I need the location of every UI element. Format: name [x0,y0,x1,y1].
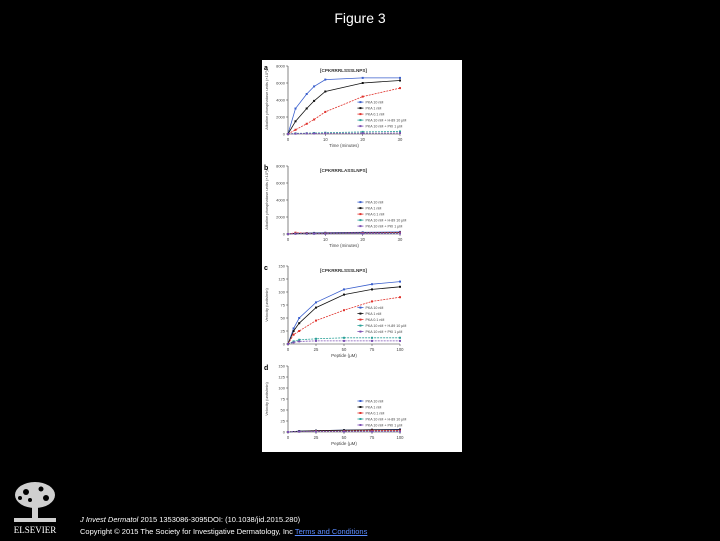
data-point [306,133,308,135]
legend-label: PKA 10 nM [365,100,383,104]
legend-label: PKA 1 nM [365,405,381,409]
data-point [287,133,289,135]
data-point [371,340,373,342]
legend-marker [359,101,361,103]
y-axis-label: Alkaline phosphatase units (×10³) [264,170,269,230]
y-tick-label: 2000 [276,215,286,220]
x-tick-label: 0 [287,347,290,352]
x-tick-label: 10 [323,237,328,242]
legend-label: PKA 1 nM [365,206,381,210]
y-tick-label: 100 [278,290,285,295]
data-point [371,431,373,433]
x-axis-label: Peptide (μM) [331,353,357,358]
terms-link[interactable]: Terms and Conditions [295,527,368,536]
copyright-text: Copyright © 2015 The Society for Investigative Dermatology, Inc [80,527,295,536]
y-tick-label: 125 [278,277,285,282]
data-point [298,340,300,342]
data-point [399,296,401,298]
x-axis-label: Time (minutes) [329,143,359,148]
legend-label: PKA 0.1 nM [365,411,384,415]
data-point [306,108,308,110]
panel-letter: a [264,65,268,72]
data-point [362,82,364,84]
legend-marker [359,412,361,414]
legend-marker [359,113,361,115]
x-axis-label: Time (minutes) [329,243,359,248]
y-tick-label: 8000 [276,164,286,169]
data-point [315,320,317,322]
legend-marker [359,107,361,109]
x-tick-label: 100 [397,435,405,440]
data-point [399,281,401,283]
x-tick-label: 30 [398,237,403,242]
x-tick-label: 0 [287,137,290,142]
data-point [362,132,364,134]
legend-label: PKA 10 nM + PKI 1 μM [365,224,402,228]
legend-label: PKA 10 nM [365,306,383,310]
data-point [313,133,315,135]
legend-label: PKA 10 nM [365,200,383,204]
data-point [295,129,297,131]
data-point [293,327,295,329]
data-point [313,233,315,235]
legend-label: PKA 0.1 nM [365,212,384,216]
y-tick-label: 6000 [276,181,286,186]
data-point [315,301,317,303]
legend-label: PKA 10 nM [365,399,383,403]
data-point [343,431,345,433]
data-point [315,338,317,340]
x-tick-label: 10 [323,137,328,142]
y-tick-label: 100 [278,386,285,391]
data-point [362,96,364,98]
legend-label: PKA 0.1 nM [365,318,384,322]
data-point [399,77,401,79]
legend-marker [359,225,361,227]
figure-svg [262,60,462,452]
elsevier-tree-icon [6,478,64,536]
data-point [313,85,315,87]
legend-label: PKA 10 nM + H-89 10 μM [365,118,406,122]
legend-label: PKA 10 nM + PKI 1 μM [365,124,402,128]
data-point [287,233,289,235]
legend-label: PKA 10 nM + H-89 10 μM [365,218,406,222]
data-point [399,431,401,433]
series-line [288,282,400,344]
legend-marker [359,125,361,127]
data-point [313,119,315,121]
data-point [287,431,289,433]
legend-marker [359,418,361,420]
data-point [298,330,300,332]
data-point [324,79,326,81]
legend-marker [359,325,361,327]
legend-marker [359,119,361,121]
y-tick-label: 8000 [276,64,286,69]
y-tick-label: 125 [278,375,285,380]
elsevier-logo [6,478,64,536]
y-tick-label: 4000 [276,198,286,203]
y-tick-label: 75 [281,303,286,308]
legend-label: PKA 1 nM [365,106,381,110]
data-point [343,337,345,339]
data-point [399,87,401,89]
publisher-name: ELSEVIER [14,525,57,535]
legend-label: PKA 10 nM + H-89 10 μM [365,417,406,421]
copyright-line [80,526,367,538]
y-tick-label: 150 [278,264,285,269]
data-point [399,132,401,134]
y-tick-label: 0 [283,232,286,237]
data-point [293,334,295,336]
legend-label: PKA 1 nM [365,312,381,316]
data-point [399,80,401,82]
peptide-label: [CPKRRRLSSSLNPS] [320,68,367,73]
data-point [324,132,326,134]
legend-label: PKA 0.1 nM [365,112,384,116]
x-tick-label: 25 [314,435,319,440]
data-point [293,341,295,343]
y-axis-label: Velocity (units/min) [264,382,269,416]
data-point [306,93,308,95]
data-point [298,322,300,324]
data-point [324,111,326,113]
data-point [343,288,345,290]
data-point [362,233,364,235]
data-point [298,431,300,433]
data-point [306,233,308,235]
legend-marker [359,207,361,209]
data-point [315,431,317,433]
data-point [313,100,315,102]
data-point [298,317,300,319]
data-point [287,343,289,345]
y-tick-label: 50 [281,316,286,321]
panel-letter: b [264,165,268,172]
legend-marker [359,313,361,315]
x-tick-label: 75 [370,347,375,352]
figure-panel-stack [262,60,462,452]
data-point [399,233,401,235]
data-point [295,233,297,235]
y-tick-label: 25 [281,329,286,334]
data-point [371,283,373,285]
data-point [343,294,345,296]
data-point [343,340,345,342]
peptide-label: [CPKRRRLSSSLNPS] [320,268,367,273]
legend-marker [359,213,361,215]
journal-name: J Invest Dermatol [80,515,138,524]
data-point [315,307,317,309]
y-tick-label: 4000 [276,98,286,103]
legend-marker [359,331,361,333]
y-tick-label: 150 [278,364,285,369]
citation-text: 2015 1353086-3095DOI: (10.1038/jid.2015.280) [138,515,300,524]
chart-panel-d [264,364,406,447]
data-point [324,233,326,235]
data-point [306,123,308,125]
legend-label: PKA 10 nM + H-89 10 μM [365,324,406,328]
legend-marker [359,400,361,402]
data-point [343,309,345,311]
data-point [295,133,297,135]
data-point [362,77,364,79]
data-point [295,108,297,110]
legend-label: PKA 10 nM + PKI 1 μM [365,330,402,334]
x-tick-label: 25 [314,347,319,352]
data-point [315,340,317,342]
data-point [295,120,297,122]
chart-panel-c [264,264,406,359]
x-tick-label: 0 [287,435,290,440]
citation-line [80,514,367,526]
legend-marker [359,201,361,203]
y-tick-label: 50 [281,408,286,413]
data-point [371,288,373,290]
panel-letter: c [264,265,268,272]
y-axis-label: Alkaline phosphatase units (×10³) [264,70,269,130]
x-tick-label: 20 [360,137,365,142]
data-point [399,340,401,342]
legend-marker [359,319,361,321]
x-tick-label: 75 [370,435,375,440]
peptide-label: [CPKRRRLASSLNPS] [320,168,368,173]
data-point [371,337,373,339]
x-tick-label: 50 [342,347,347,352]
x-tick-label: 0 [287,237,290,242]
legend-marker [359,219,361,221]
chart-panel-a [264,64,406,149]
citation-caption [80,514,367,538]
data-point [399,337,401,339]
x-tick-label: 20 [360,237,365,242]
x-tick-label: 30 [398,137,403,142]
data-point [399,286,401,288]
y-tick-label: 0 [283,430,286,435]
data-point [324,91,326,93]
legend-marker [359,406,361,408]
panel-letter: d [264,365,268,372]
y-tick-label: 25 [281,419,286,424]
legend-marker [359,424,361,426]
legend-marker [359,307,361,309]
y-axis-label: Velocity (units/min) [264,288,269,322]
y-tick-label: 0 [283,342,286,347]
x-tick-label: 50 [342,435,347,440]
x-axis-label: Peptide (μM) [331,441,357,446]
chart-panel-b [264,164,406,249]
y-tick-label: 75 [281,397,286,402]
x-tick-label: 100 [397,347,405,352]
y-tick-label: 2000 [276,115,286,120]
y-tick-label: 0 [283,132,286,137]
data-point [371,300,373,302]
slide-title: Figure 3 [0,10,720,26]
legend-label: PKA 10 nM + PKI 1 μM [365,423,402,427]
y-tick-label: 6000 [276,81,286,86]
data-point [293,330,295,332]
